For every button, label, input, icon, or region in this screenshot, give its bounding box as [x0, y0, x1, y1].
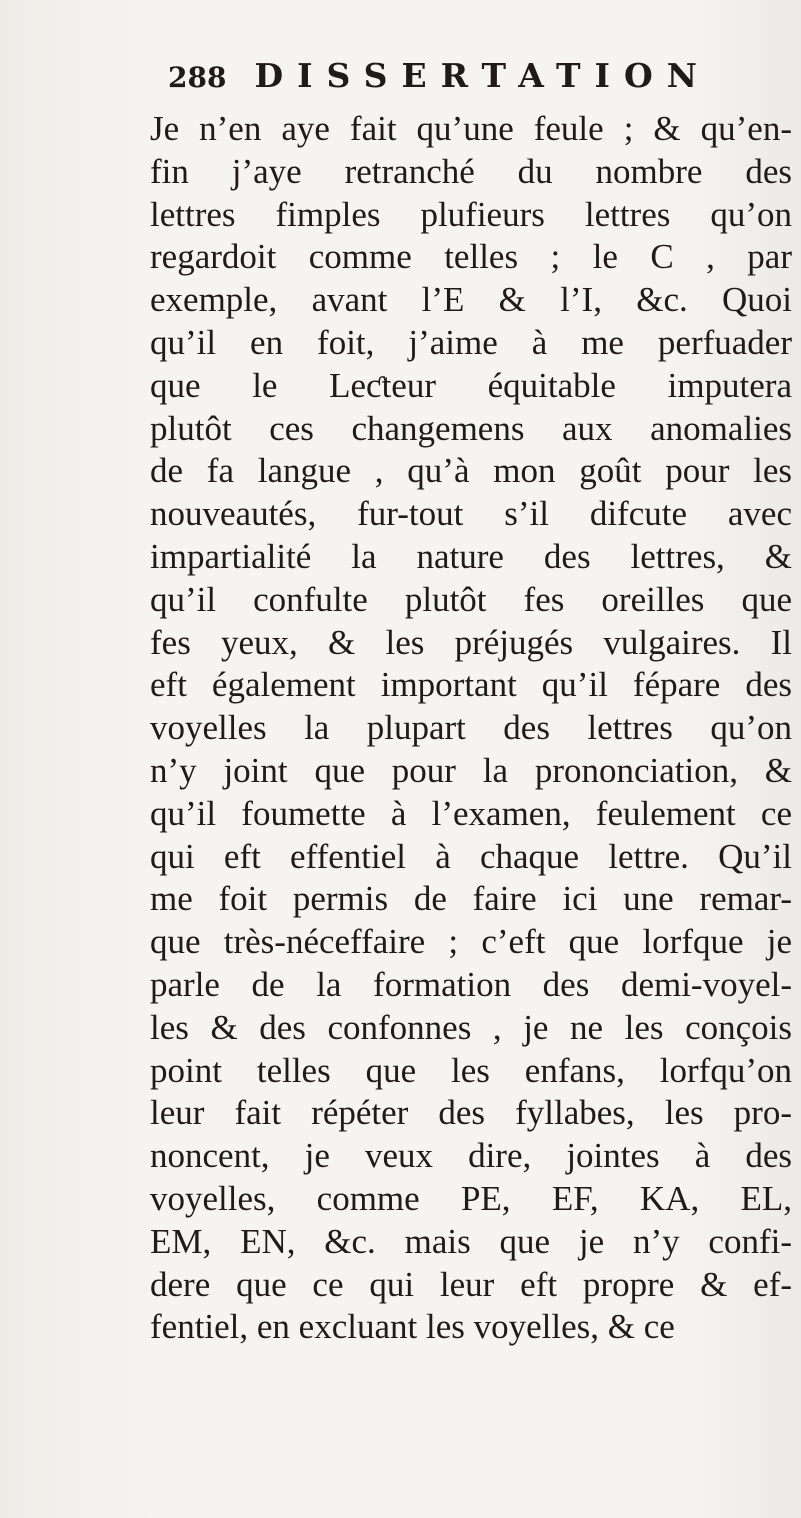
text-line: impartialité la nature des lettres, &: [150, 536, 792, 576]
text-line: exemple, avant l’E & l’I, &c. Quoi: [150, 280, 792, 320]
text-line: n’y joint que pour la prononciation, &: [150, 750, 792, 790]
text-line: fentiel, en excluant les voyelles, & ce: [150, 1307, 675, 1347]
text-line: parle de la formation des demi-voyel-: [150, 964, 792, 1004]
text-line: Je n’en aye fait qu’une feule ; & qu’en-: [150, 109, 792, 148]
text-line: fes yeux, & les préjugés vulgaires. Il: [150, 622, 792, 662]
text-line: point telles que les enfans, lorfqu’on: [150, 1050, 792, 1090]
text-line: voyelles, comme PE, EF, KA, EL,: [150, 1178, 792, 1218]
text-line: me foit permis de faire ici une remar-: [150, 879, 792, 919]
text-line: que très-néceffaire ; c’eft que lorfque je: [150, 922, 792, 962]
text-line: de fa langue , qu’à mon goût pour les: [150, 451, 792, 491]
text-line: qu’il confulte plutôt fes oreilles que: [150, 579, 792, 619]
body-text: [150, 108, 792, 1349]
text-line: regardoit comme telles ; le C , par: [150, 237, 792, 277]
text-line: qu’il foumette à l’examen, feulement ce: [150, 793, 792, 833]
text-line: voyelles la plupart des lettres qu’on: [150, 708, 792, 748]
text-line: EM, EN, &c. mais que je n’y confi-: [150, 1221, 792, 1261]
page-number: 288: [168, 61, 227, 94]
text-line: nouveautés, fur-tout s’il difcute avec: [150, 494, 792, 534]
text-line: fin j’aye retranché du nombre des: [150, 151, 792, 191]
text-line: eft également important qu’il fépare des: [150, 665, 792, 705]
text-line: leur fait répéter des fyllabes, les pro-: [150, 1093, 792, 1133]
text-line: lettres fimples plufieurs lettres qu’on: [150, 194, 792, 234]
text-line: dere que ce qui leur eft propre & ef-: [150, 1264, 792, 1304]
running-head-title: DISSERTATION: [254, 56, 711, 95]
text-line: que le Leƈteur équitable imputera: [150, 365, 792, 405]
text-line: les & des confonnes , je ne les conçois: [150, 1007, 792, 1047]
running-head: [168, 56, 778, 96]
text-line: qui eft effentiel à chaque lettre. Qu’il: [150, 836, 792, 876]
text-line: noncent, je veux dire, jointes à des: [150, 1136, 792, 1176]
text-line: plutôt ces changemens aux anomalies: [150, 408, 792, 448]
text-line: qu’il en foit, j’aime à me perfuader: [150, 322, 792, 362]
